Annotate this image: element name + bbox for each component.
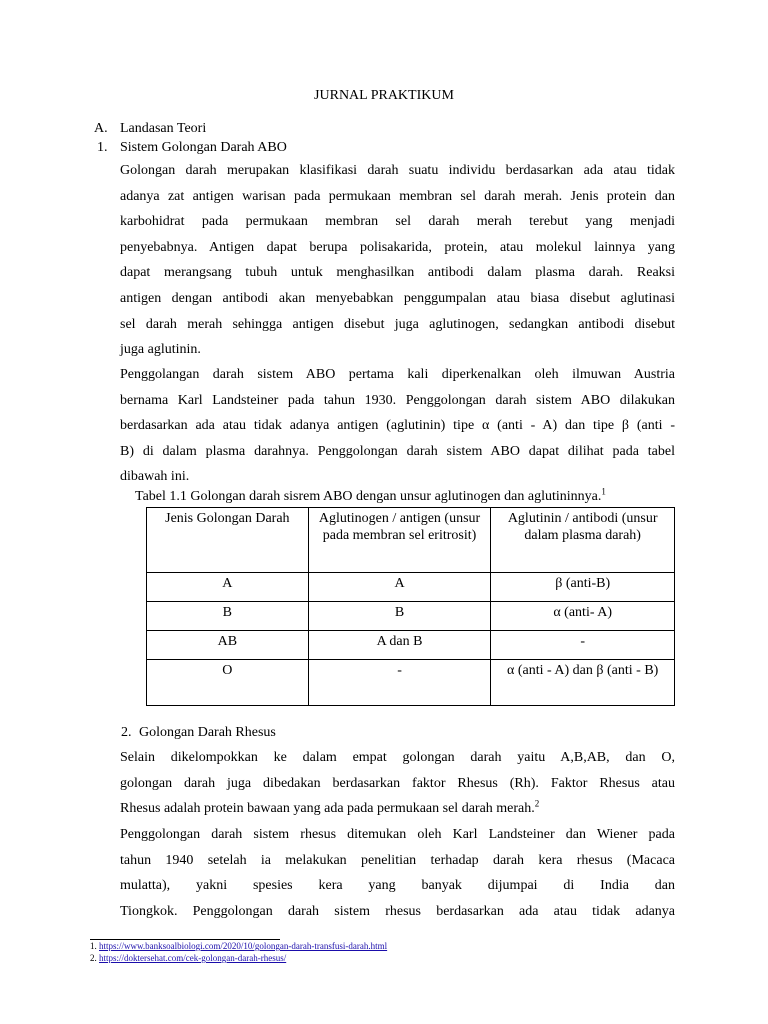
paragraph-line: Penggolongan darah sistem rhesus ditemukan oleh Karl Landsteiner dan Wiener pada: [120, 827, 675, 842]
paragraph-line: sel darah merah sehingga antigen disebut juga aglutinogen, sedangkan antibodi disebut: [120, 316, 675, 332]
table-caption: [135, 486, 606, 505]
paragraph-line: mulatta), yakni spesies kera yang banyak dijumpai di India dan: [120, 878, 675, 894]
paragraph-line: adanya zat antigen warisan pada permukaan membran sel darah merah. Jenis protein dan: [120, 188, 675, 204]
paragraph-line: berdasarkan ada atau tidak adanya antigen (aglutinin) tipe α (anti - A) dan tipe β (anti -: [120, 418, 675, 434]
table-header-cell: Aglutinogen / antigen (unsur pada membran sel eritrosit): [308, 508, 491, 573]
table-cell: α (anti- A): [491, 602, 675, 631]
paragraph-line: dapat merangsang tubuh untuk menghasilkan antibodi dalam plasma darah. Reaksi: [120, 265, 675, 281]
footnote-divider: [90, 939, 280, 940]
paragraph-line: golongan darah juga dibedakan berdasarkan faktor Rhesus (Rh). Faktor Rhesus atau: [120, 775, 675, 791]
paragraph-line: Golongan darah merupakan klasifikasi darah suatu individu berdasarkan ada atau tidak: [120, 163, 675, 178]
paragraph-line: Tiongkok. Penggolongan darah sistem rhesus berdasarkan ada atau tidak adanya: [120, 903, 675, 919]
footnote-number: 2.: [90, 953, 97, 963]
paragraph-line: antigen dengan antibodi akan menyebabkan penggumpalan atau biasa disebut aglutinasi: [120, 290, 675, 306]
paragraph-line: juga aglutinin.: [120, 342, 201, 358]
paragraph-line: dibawah ini.: [120, 469, 190, 485]
paragraph-line: Selain dikelompokkan ke dalam empat golongan darah yaitu A,B,AB, dan O,: [120, 750, 675, 765]
table-cell: A: [147, 573, 309, 602]
paragraph-line: tahun 1940 setelah ia melakukan penelitian terhadap darah kera rhesus (Macaca: [120, 852, 675, 868]
table-row: [147, 631, 675, 660]
section-1-marker: 1.: [97, 140, 108, 155]
table-cell: O: [147, 660, 309, 706]
table-cell: A: [308, 573, 491, 602]
table-header-row: [147, 508, 675, 573]
paragraph-golongan-darah: [120, 158, 675, 363]
table-cell: -: [491, 631, 675, 660]
table-row: [147, 660, 675, 706]
footnote-ref-2: 2: [534, 798, 540, 809]
paragraph-sistem-abo: [120, 362, 675, 490]
table-cell: A dan B: [308, 631, 491, 660]
table-row: [147, 602, 675, 631]
paragraph-rhesus-history: [120, 822, 675, 924]
table-cell: -: [308, 660, 491, 706]
paragraph-line: B) di dalam plasma darahnya. Penggolongan darah sistem ABO dapat dilihat pada tabel: [120, 443, 675, 459]
section-1-heading: Sistem Golongan Darah ABO: [120, 140, 287, 155]
paragraph-rhesus-intro: [120, 745, 675, 822]
paragraph-line-text: Rhesus adalah protein bawaan yang ada pada permukaan sel darah merah.: [120, 801, 535, 817]
footnote-2: [90, 953, 286, 963]
table-header-cell: Aglutinin / antibodi (unsur dalam plasma darah): [491, 508, 675, 573]
table-cell: B: [308, 602, 491, 631]
section-a-marker: A.: [94, 121, 108, 136]
section-2-heading: Golongan Darah Rhesus: [139, 725, 276, 740]
paragraph-line: [120, 796, 675, 822]
paragraph-line: penyebabnya. Antigen dapat berupa polisakarida, protein, atau molekul lainnya yang: [120, 239, 675, 255]
paragraph-line: Penggolangan darah sistem ABO pertama kali diperkenalkan oleh ilmuwan Austria: [120, 367, 675, 382]
abo-blood-group-table: [146, 507, 675, 706]
paragraph-line: bernama Karl Landsteiner pada tahun 1930. Penggolongan darah sistem ABO dilakukan: [120, 392, 675, 408]
paragraph-line: karbohidrat pada permukaan membran sel darah merah terebut yang menjadi: [120, 214, 675, 230]
footnote-number: 1.: [90, 941, 97, 951]
footnote-ref-1: 1: [601, 486, 606, 497]
table-row: [147, 573, 675, 602]
section-a-heading: Landasan Teori: [120, 121, 207, 136]
table-cell: α (anti - A) dan β (anti - B): [491, 660, 675, 706]
section-2-marker: 2.: [121, 725, 132, 740]
table-cell: B: [147, 602, 309, 631]
footnote-1: [90, 941, 387, 951]
footnote-link[interactable]: https://doktersehat.com/cek-golongan-darah-rhesus/: [99, 953, 287, 963]
table-cell: AB: [147, 631, 309, 660]
table-header-cell: Jenis Golongan Darah: [147, 508, 309, 573]
page-title: JURNAL PRAKTIKUM: [314, 88, 454, 103]
table-cell: β (anti-B): [491, 573, 675, 602]
table-caption-text: Tabel 1.1 Golongan darah sisrem ABO dengan unsur aglutinogen dan aglutininnya.: [135, 489, 602, 504]
footnote-link[interactable]: https://www.banksoalbiologi.com/2020/10/golongan-darah-transfusi-darah.html: [99, 941, 388, 951]
